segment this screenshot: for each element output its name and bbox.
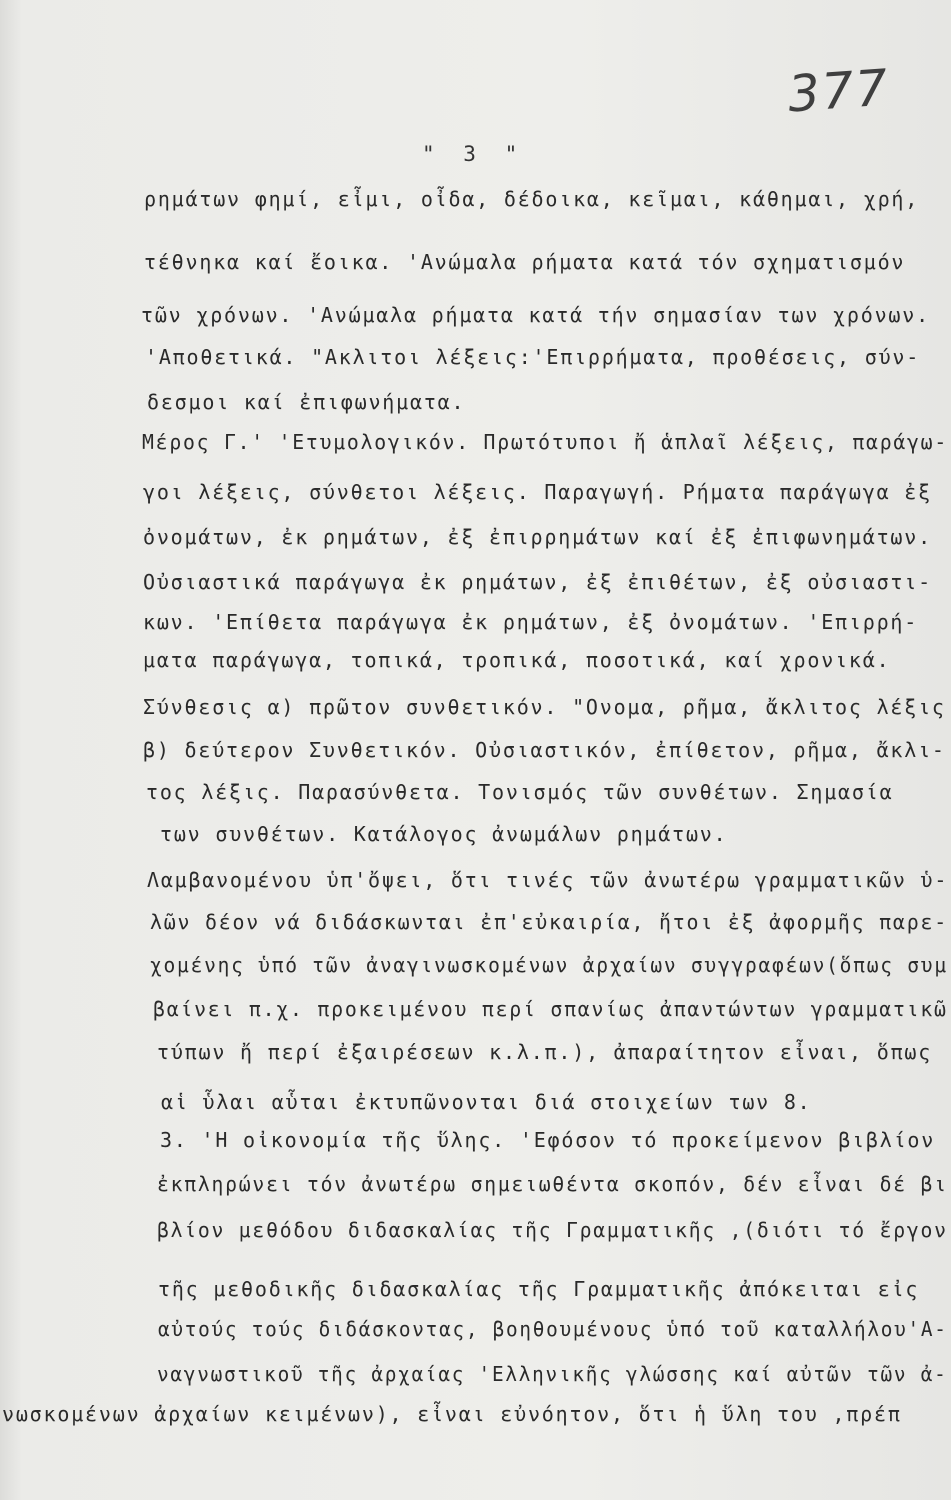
text-line: των συνθέτων. Κατάλογος ἀνωμάλων ρημάτων. — [160, 822, 728, 846]
text-line: τῶν χρόνων. 'Ανώμαλα ρήματα κατά τήν σημασίαν των χρόνων. — [141, 303, 930, 327]
text-line: ὀνομάτων, ἐκ ρημάτων, ἐξ ἐπιρρημάτων καί ἐξ ἐπιφωνημάτων. — [143, 525, 932, 549]
text-line: 3. 'Η οἰκονομία τῆς ὕλης. 'Εφόσον τό προκείμενον βιβλίον — [160, 1128, 936, 1152]
text-line: τύπων ἤ περί ἐξαιρέσεων κ.λ.π.), ἀπαραίτητον εἶναι, ὅπως — [157, 1040, 933, 1064]
text-line: κων. 'Επίθετα παράγωγα ἐκ ρημάτων, ἐξ ὀνομάτων. 'Επιρρή- — [143, 610, 919, 634]
text-line: λῶν δέον νά διδάσκωνται ἐπ'εὐκαιρία, ἤτοι ἐξ ἀφορμῆς παρε- — [150, 910, 948, 934]
text-line: ἐκπληρώνει τόν ἀνωτέρω σημειωθέντα σκοπόν, δέν εἶναι δέ βι — [157, 1172, 948, 1196]
text-line: ρημάτων φημί, εἶμι, οἶδα, δέδοικα, κεῖμαι, κάθημαι, χρή, — [144, 187, 920, 211]
text-line: χομένης ὑπό τῶν ἀναγινωσκομένων ἀρχαίων συγγραφέων(ὅπως συμ — [150, 953, 948, 977]
text-line: τος λέξις. Παρασύνθετα. Τονισμός τῶν συνθέτων. Σημασία — [146, 780, 894, 804]
text-line: νωσκομένων ἀρχαίων κειμένων), εἶναι εὐνόητον, ὅτι ἡ ὕλη του ,πρέπ — [2, 1402, 902, 1426]
text-line: τέθνηκα καί ἔοικα. 'Ανώμαλα ρήματα κατά τόν σχηματισμόν — [144, 250, 906, 274]
text-line: τῆς μεθοδικῆς διδασκαλίας τῆς Γραμματικῆς ἀπόκειται εἰς — [158, 1277, 920, 1301]
text-line: αἱ ὗλαι αὗται ἐκτυπῶνονται διά στοιχείων των 8. — [161, 1090, 812, 1114]
page-label: " 3 " — [422, 142, 526, 166]
text-line: αὐτούς τούς διδάσκοντας, βοηθουμένους ὑπό τοῦ καταλλήλου'Α- — [158, 1317, 948, 1341]
text-line: β) δεύτερον Συνθετικόν. Οὐσιαστικόν, ἐπίθετον, ρῆμα, ἄκλι- — [143, 738, 946, 762]
text-line: βλίον μεθόδου διδασκαλίας τῆς Γραμματικῆς ,(διότι τό ἔργον — [157, 1218, 948, 1242]
text-line: Σύνθεσις α) πρῶτον συνθετικόν. "Ονομα, ρῆμα, ἄκλιτος λέξις — [143, 695, 946, 719]
text-line: δεσμοι καί ἐπιφωνήματα. — [147, 390, 466, 414]
text-line: γοι λέξεις, σύνθετοι λέξεις. Παραγωγή. Ρήματα παράγωγα ἐξ — [143, 480, 932, 504]
handwritten-page-number: 377 — [785, 58, 891, 124]
text-line: 'Αποθετικά. "Ακλιτοι λέξεις:'Επιρρήματα, προθέσεις, σύν- — [145, 345, 921, 369]
text-line: βαίνει π.χ. προκειμένου περί σπανίως ἀπαντώντων γραμματικῶ — [153, 997, 948, 1021]
text-line: ματα παράγωγα, τοπικά, τροπικά, ποσοτικά, καί χρονικά. — [143, 648, 891, 672]
text-line: Μέρος Γ.' 'Ετυμολογικόν. Πρωτότυποι ἤ ἁπλαῖ λέξεις, παράγω- — [142, 430, 949, 454]
text-line: Λαμβανομένου ὑπ'ὄψει, ὅτι τινές τῶν ἀνωτέρω γραμματικῶν ὑ- — [147, 868, 949, 892]
text-line: Οὐσιαστικά παράγωγα ἐκ ρημάτων, ἐξ ἐπιθέτων, ἐξ οὐσιαστι- — [143, 570, 932, 594]
text-line: ναγνωστικοῦ τῆς ἀρχαίας 'Ελληνικῆς γλώσσης καί αὐτῶν τῶν ἀ- — [157, 1362, 948, 1386]
